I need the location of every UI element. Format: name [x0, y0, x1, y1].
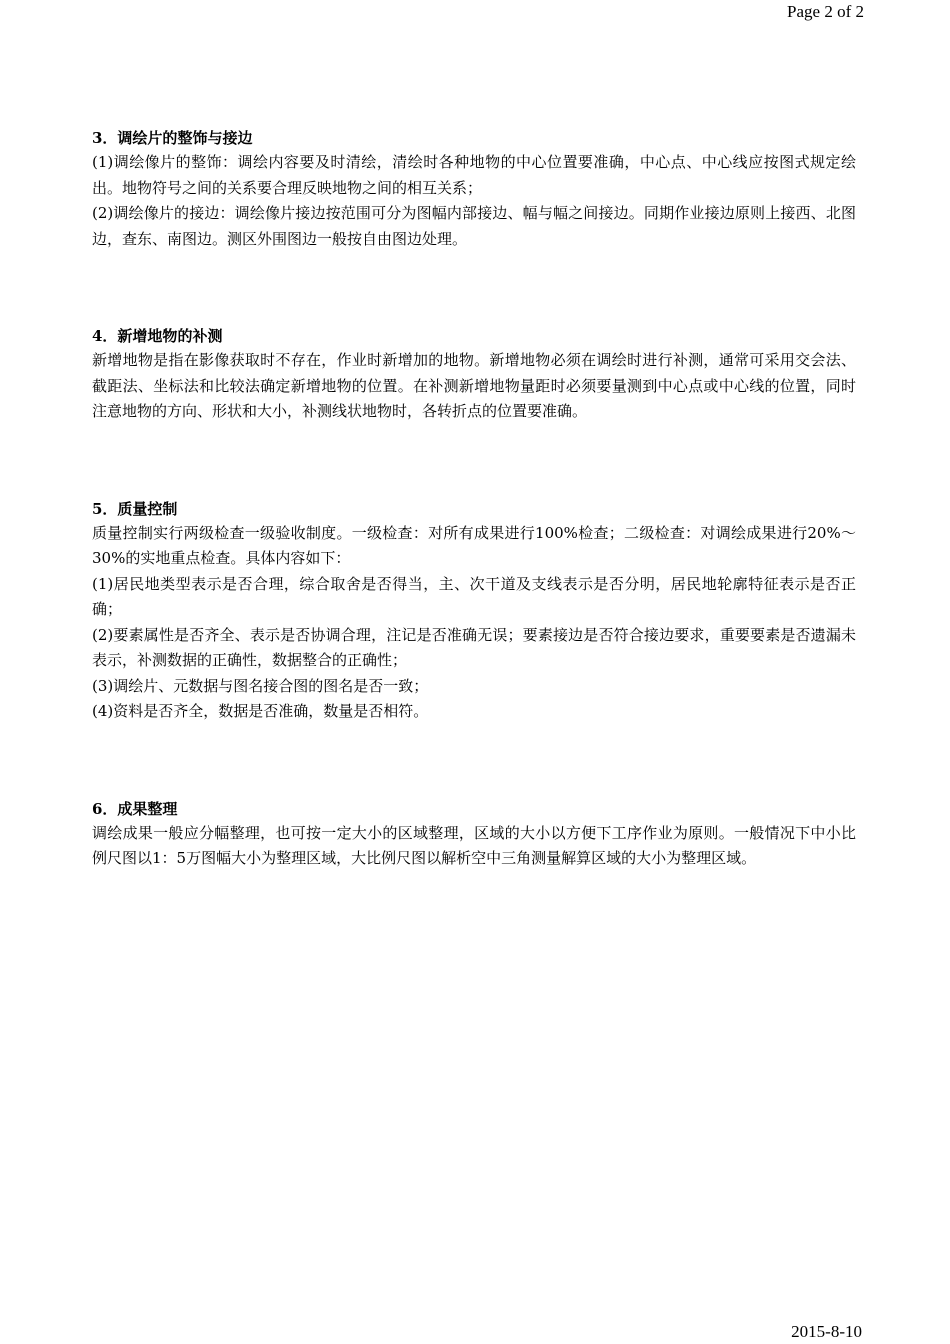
section-quality-control	[92, 497, 856, 725]
paragraph: 质量控制实行两级检查一级验收制度。一级检查：对所有成果进行100%检查；二级检查：对调绘成果进行20%～30%的实地重点检查。具体内容如下：	[92, 523, 856, 567]
section-heading: 5．质量控制	[92, 499, 178, 518]
paragraph: (1)调绘像片的整饰：调绘内容要及时清绘，清绘时各种地物的中心位置要准确，中心点、中心线应按图式规定绘出。地物符号之间的关系要合理反映地物之间的相互关系；	[92, 153, 856, 197]
section-trimming-and-edge-matching	[92, 126, 856, 252]
paragraph: (2)要素属性是否齐全、表示是否协调合理，注记是否准确无误；要素接边是否符合接边要求，重要要素是否遗漏未表示，补测数据的正确性，数据整合的正确性；	[92, 625, 856, 669]
paragraph: (4)资料是否齐全，数据是否准确，数量是否相符。	[92, 702, 429, 720]
section-spacer	[92, 425, 856, 497]
section-results-organization	[92, 797, 856, 872]
section-spacer	[92, 725, 856, 797]
section-heading: 6．成果整理	[92, 799, 178, 818]
section-spacer	[92, 252, 856, 324]
section-heading: 3．调绘片的整饰与接边	[92, 129, 253, 147]
paragraph: (3)调绘片、元数据与图名接合图的图名是否一致；	[92, 676, 429, 695]
paragraph: 调绘成果一般应分幅整理，也可按一定大小的区域整理，区域的大小以方便下工序作业为原则。一般情况下中小比例尺图以1：5万图幅大小为整理区域，大比例尺图以解析空中三角测量解算区域的大小为整理区域。	[92, 823, 856, 867]
section-new-feature-survey	[92, 324, 856, 425]
paragraph: (2)调绘像片的接边：调绘像片接边按范围可分为图幅内部接边、幅与幅之间接边。同期作业接边原则上接西、北图边，查东、南图边。测区外围图边一般按自由图边处理。	[92, 204, 856, 248]
paragraph: (1)居民地类型表示是否合理，综合取舍是否得当，主、次干道及支线表示是否分明，居民地轮廓特征表示是否正确；	[92, 574, 856, 618]
paragraph: 新增地物是指在影像获取时不存在，作业时新增加的地物。新增地物必须在调绘时进行补测，通常可采用交会法、截距法、坐标法和比较法确定新增地物的位置。在补测新增地物量距时必须要量测到中心点或中心线的位置，同时注意地物的方向、形状和大小，补测线状地物时，各转折点的位置要准确。	[92, 351, 856, 420]
page-number: Page 2 of 2	[787, 2, 864, 21]
document-body	[92, 126, 856, 872]
section-heading: 4．新增地物的补测	[92, 327, 223, 345]
footer-date: 2015-8-10	[791, 1322, 862, 1341]
